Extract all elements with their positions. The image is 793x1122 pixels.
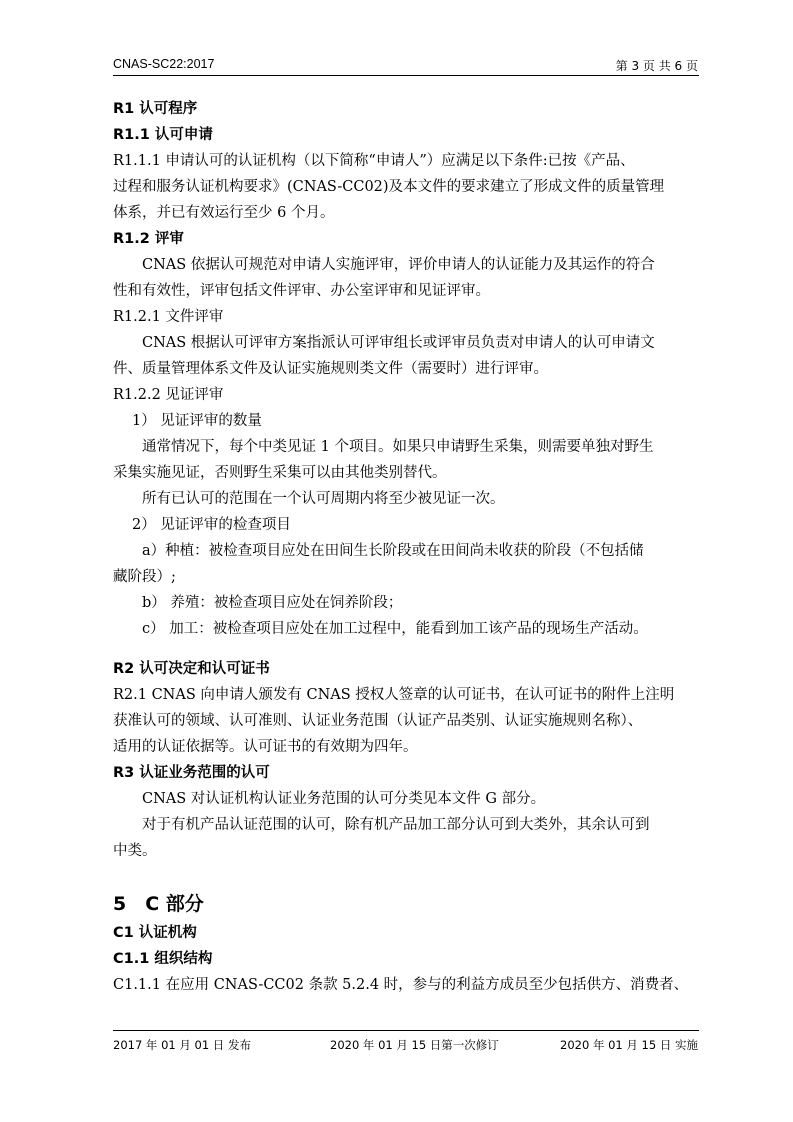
list-item-heading: 1） 见证评审的数量 (132, 413, 262, 429)
paragraph-line: CNAS 依据认可规范对申请人实施评审，评价申请人的认证能力及其运作的符合 (142, 257, 655, 273)
paragraph-line: 藏阶段）; (113, 569, 176, 585)
list-item-heading: 2） 见证评审的检查项目 (132, 517, 291, 533)
list-subitem: a）种植：被检查项目应处在田间生长阶段或在田间尚未收获的阶段（不包括储 (142, 543, 644, 559)
publish-date: 2017 年 01 月 01 日 发布 (113, 1038, 251, 1052)
paragraph-line: 获准认可的领域、认可准则、认证业务范围（认证产品类别、认证实施规则名称）、 (113, 713, 643, 729)
paragraph-line: CNAS 对认证机构认证业务范围的认可分类见本文件 G 部分。 (142, 791, 546, 807)
section-heading-r3: R3 认证业务范围的认可 (113, 765, 270, 781)
section-heading-r2: R2 认可决定和认可证书 (113, 661, 270, 677)
list-subitem: c） 加工：被检查项目应处在加工过程中，能看到加工该产品的现场生产活动。 (142, 621, 648, 637)
section-heading-r1-2: R1.2 评审 (113, 231, 184, 247)
paragraph-line: 性和有效性，评审包括文件评审、办公室评审和见证评审。 (113, 283, 490, 299)
list-subitem: b） 养殖：被检查项目应处在饲养阶段； (142, 595, 403, 611)
document-body (113, 96, 699, 998)
paragraph-line: R1.1.1 申请认可的认证机构（以下简称“申请人”）应满足以下条件:已按《产品、 (113, 153, 635, 169)
implement-date: 2020 年 01 月 15 日 实施 (560, 1038, 698, 1052)
page-indicator: 第 3 页 共 6 页 (615, 59, 698, 73)
paragraph-line: 通常情况下，每个中类见证 1 个项目。如果只申请野生采集，则需要单独对野生 (142, 439, 654, 455)
paragraph-line: 适用的认证依据等。认可证书的有效期为四年。 (113, 739, 418, 755)
paragraph-line: 体系，并已有效运行至少 6 个月。 (113, 205, 335, 221)
paragraph-line: 对于有机产品认证范围的认可，除有机产品加工部分认可到大类外，其余认可到 (142, 817, 650, 833)
chapter-heading-5: 5 C 部分 (113, 893, 204, 915)
section-heading-c1-1: C1.1 组织结构 (113, 951, 213, 967)
subsection-heading-r1-2-2: R1.2.2 见证评审 (113, 387, 224, 403)
document-code: CNAS-SC22:2017 (113, 57, 215, 71)
paragraph-line: 中类。 (113, 843, 157, 859)
paragraph-line: C1.1.1 在应用 CNAS-CC02 条款 5.2.4 时，参与的利益方成员至少包括供方、消费者、 (113, 977, 689, 993)
footer-divider (113, 1030, 699, 1031)
paragraph-line: 所有已认可的范围在一个认可周期内将至少被见证一次。 (142, 491, 505, 507)
paragraph-line: 过程和服务认证机构要求》(CNAS-CC02)及本文件的要求建立了形成文件的质量管理 (113, 179, 665, 195)
section-heading-r1-1: R1.1 认可申请 (113, 127, 213, 143)
header-divider (113, 75, 699, 76)
subsection-heading-r1-2-1: R1.2.1 文件评审 (113, 309, 224, 325)
paragraph-line: CNAS 根据认可评审方案指派认可评审组长或评审员负责对申请人的认可申请文 (142, 335, 655, 351)
section-heading-c1: C1 认证机构 (113, 925, 197, 941)
paragraph-line: 件、质量管理体系文件及认证实施规则类文件（需要时）进行评审。 (113, 361, 548, 377)
revision-date: 2020 年 01 月 15 日第一次修订 (330, 1038, 499, 1052)
paragraph-line: R2.1 CNAS 向申请人颁发有 CNAS 授权人签章的认可证书，在认可证书的附件上注明 (113, 687, 675, 703)
paragraph-line: 采集实施见证，否则野生采集可以由其他类别替代。 (113, 465, 447, 481)
section-heading-r1: R1 认可程序 (113, 101, 198, 117)
